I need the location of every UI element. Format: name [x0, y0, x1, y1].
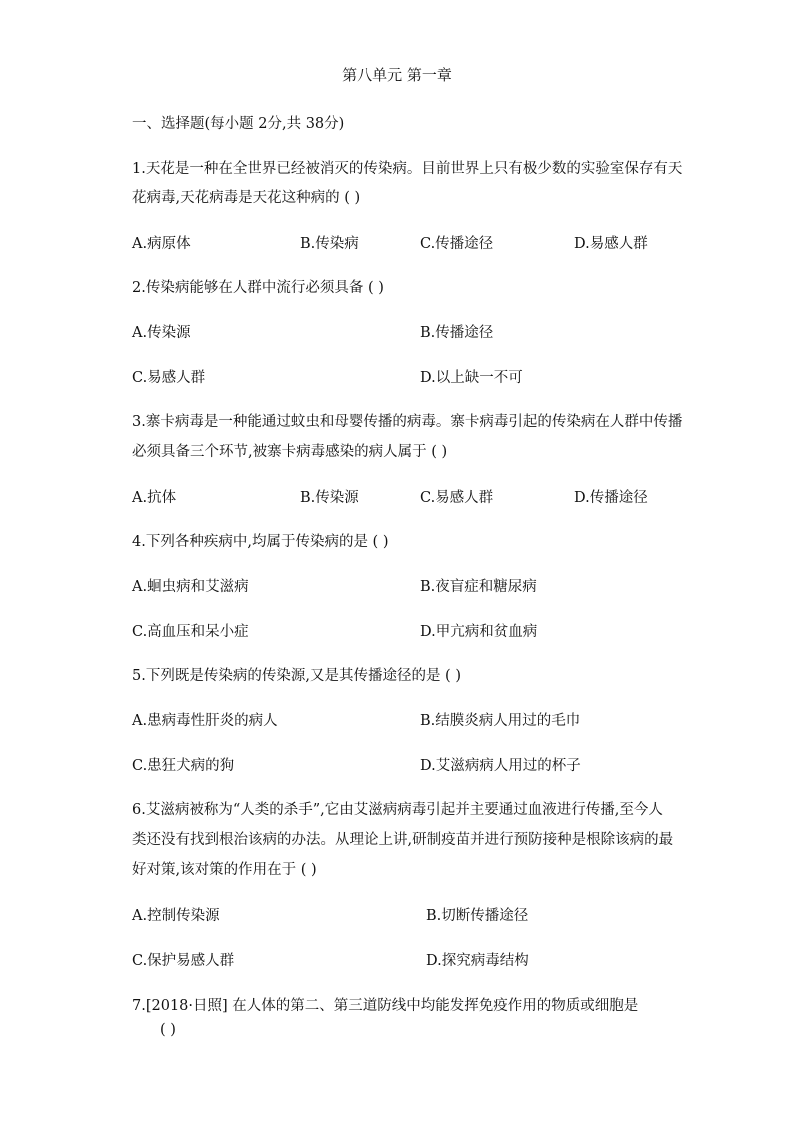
question-5-stem-line-1: 5.下列既是传染病的传染源,又是其传播途径的是 ( ) — [132, 668, 461, 684]
question-3-option-a: A.抗体 — [132, 490, 177, 506]
question-6-stem-line-1: 6.艾滋病被称为“人类的杀手”,它由艾滋病病毒引起并主要通过血液进行传播,至今人 — [132, 802, 663, 818]
question-6-option-b: B.切断传播途径 — [426, 908, 529, 924]
question-4-option-d: D.甲亢病和贫血病 — [420, 624, 538, 640]
question-1-option-a: A.病原体 — [132, 236, 191, 252]
question-1-option-d: D.易感人群 — [574, 236, 648, 252]
question-3-option-d: D.传播途径 — [574, 490, 648, 506]
question-6-stem-line-2: 类还没有找到根治该病的办法。从理论上讲,研制疫苗并进行预防接种是根除该病的最 — [132, 832, 674, 848]
question-1-option-c: C.传播途径 — [420, 236, 494, 252]
question-4-option-b: B.夜盲症和糖尿病 — [420, 579, 537, 595]
question-2-option-b: B.传播途径 — [420, 325, 494, 341]
question-3-option-c: C.易感人群 — [420, 490, 494, 506]
question-7-stem-line-1: 7.[2018·日照] 在人体的第二、第三道防线中均能发挥免疫作用的物质或细胞是 — [132, 998, 639, 1014]
question-4-option-a: A.蛔虫病和艾滋病 — [132, 579, 249, 595]
question-2-option-c: C.易感人群 — [132, 370, 206, 386]
question-1-option-b: B.传染病 — [300, 236, 359, 252]
question-5-option-a: A.患病毒性肝炎的病人 — [132, 713, 278, 729]
question-6-stem-line-3: 好对策,该对策的作用在于 ( ) — [132, 862, 317, 878]
question-1-stem-line-1: 1.天花是一种在全世界已经被消灭的传染病。目前世界上只有极少数的实验室保存有天 — [132, 161, 683, 177]
question-4-option-c: C.高血压和呆小症 — [132, 624, 249, 640]
question-6-option-a: A.控制传染源 — [132, 908, 220, 924]
question-4-stem-line-1: 4.下列各种疾病中,均属于传染病的是 ( ) — [132, 534, 389, 550]
question-5-option-d: D.艾滋病病人用过的杯子 — [420, 758, 581, 774]
question-5-option-b: B.结膜炎病人用过的毛巾 — [420, 713, 581, 729]
question-6-option-c: C.保护易感人群 — [132, 953, 235, 969]
question-2-option-d: D.以上缺一不可 — [420, 370, 523, 386]
question-3-stem-line-2: 必须具备三个环节,被寨卡病毒感染的病人属于 ( ) — [132, 444, 448, 460]
question-1-stem-line-2: 花病毒,天花病毒是天花这种病的 ( ) — [132, 190, 361, 206]
question-3-option-b: B.传染源 — [300, 490, 359, 506]
question-2-stem-line-1: 2.传染病能够在人群中流行必须具备 ( ) — [132, 280, 384, 296]
question-5-option-c: C.患狂犬病的狗 — [132, 758, 235, 774]
section-heading: 一、选择题(每小题 2分,共 38分) — [132, 116, 345, 132]
question-7-stem-line-2: ( ) — [160, 1022, 176, 1038]
page-title: 第八单元 第一章 — [342, 66, 452, 84]
question-6-option-d: D.探究病毒结构 — [426, 953, 529, 969]
question-2-option-a: A.传染源 — [132, 325, 191, 341]
question-3-stem-line-1: 3.寨卡病毒是一种能通过蚊虫和母婴传播的病毒。寨卡病毒引起的传染病在人群中传播 — [132, 414, 683, 430]
